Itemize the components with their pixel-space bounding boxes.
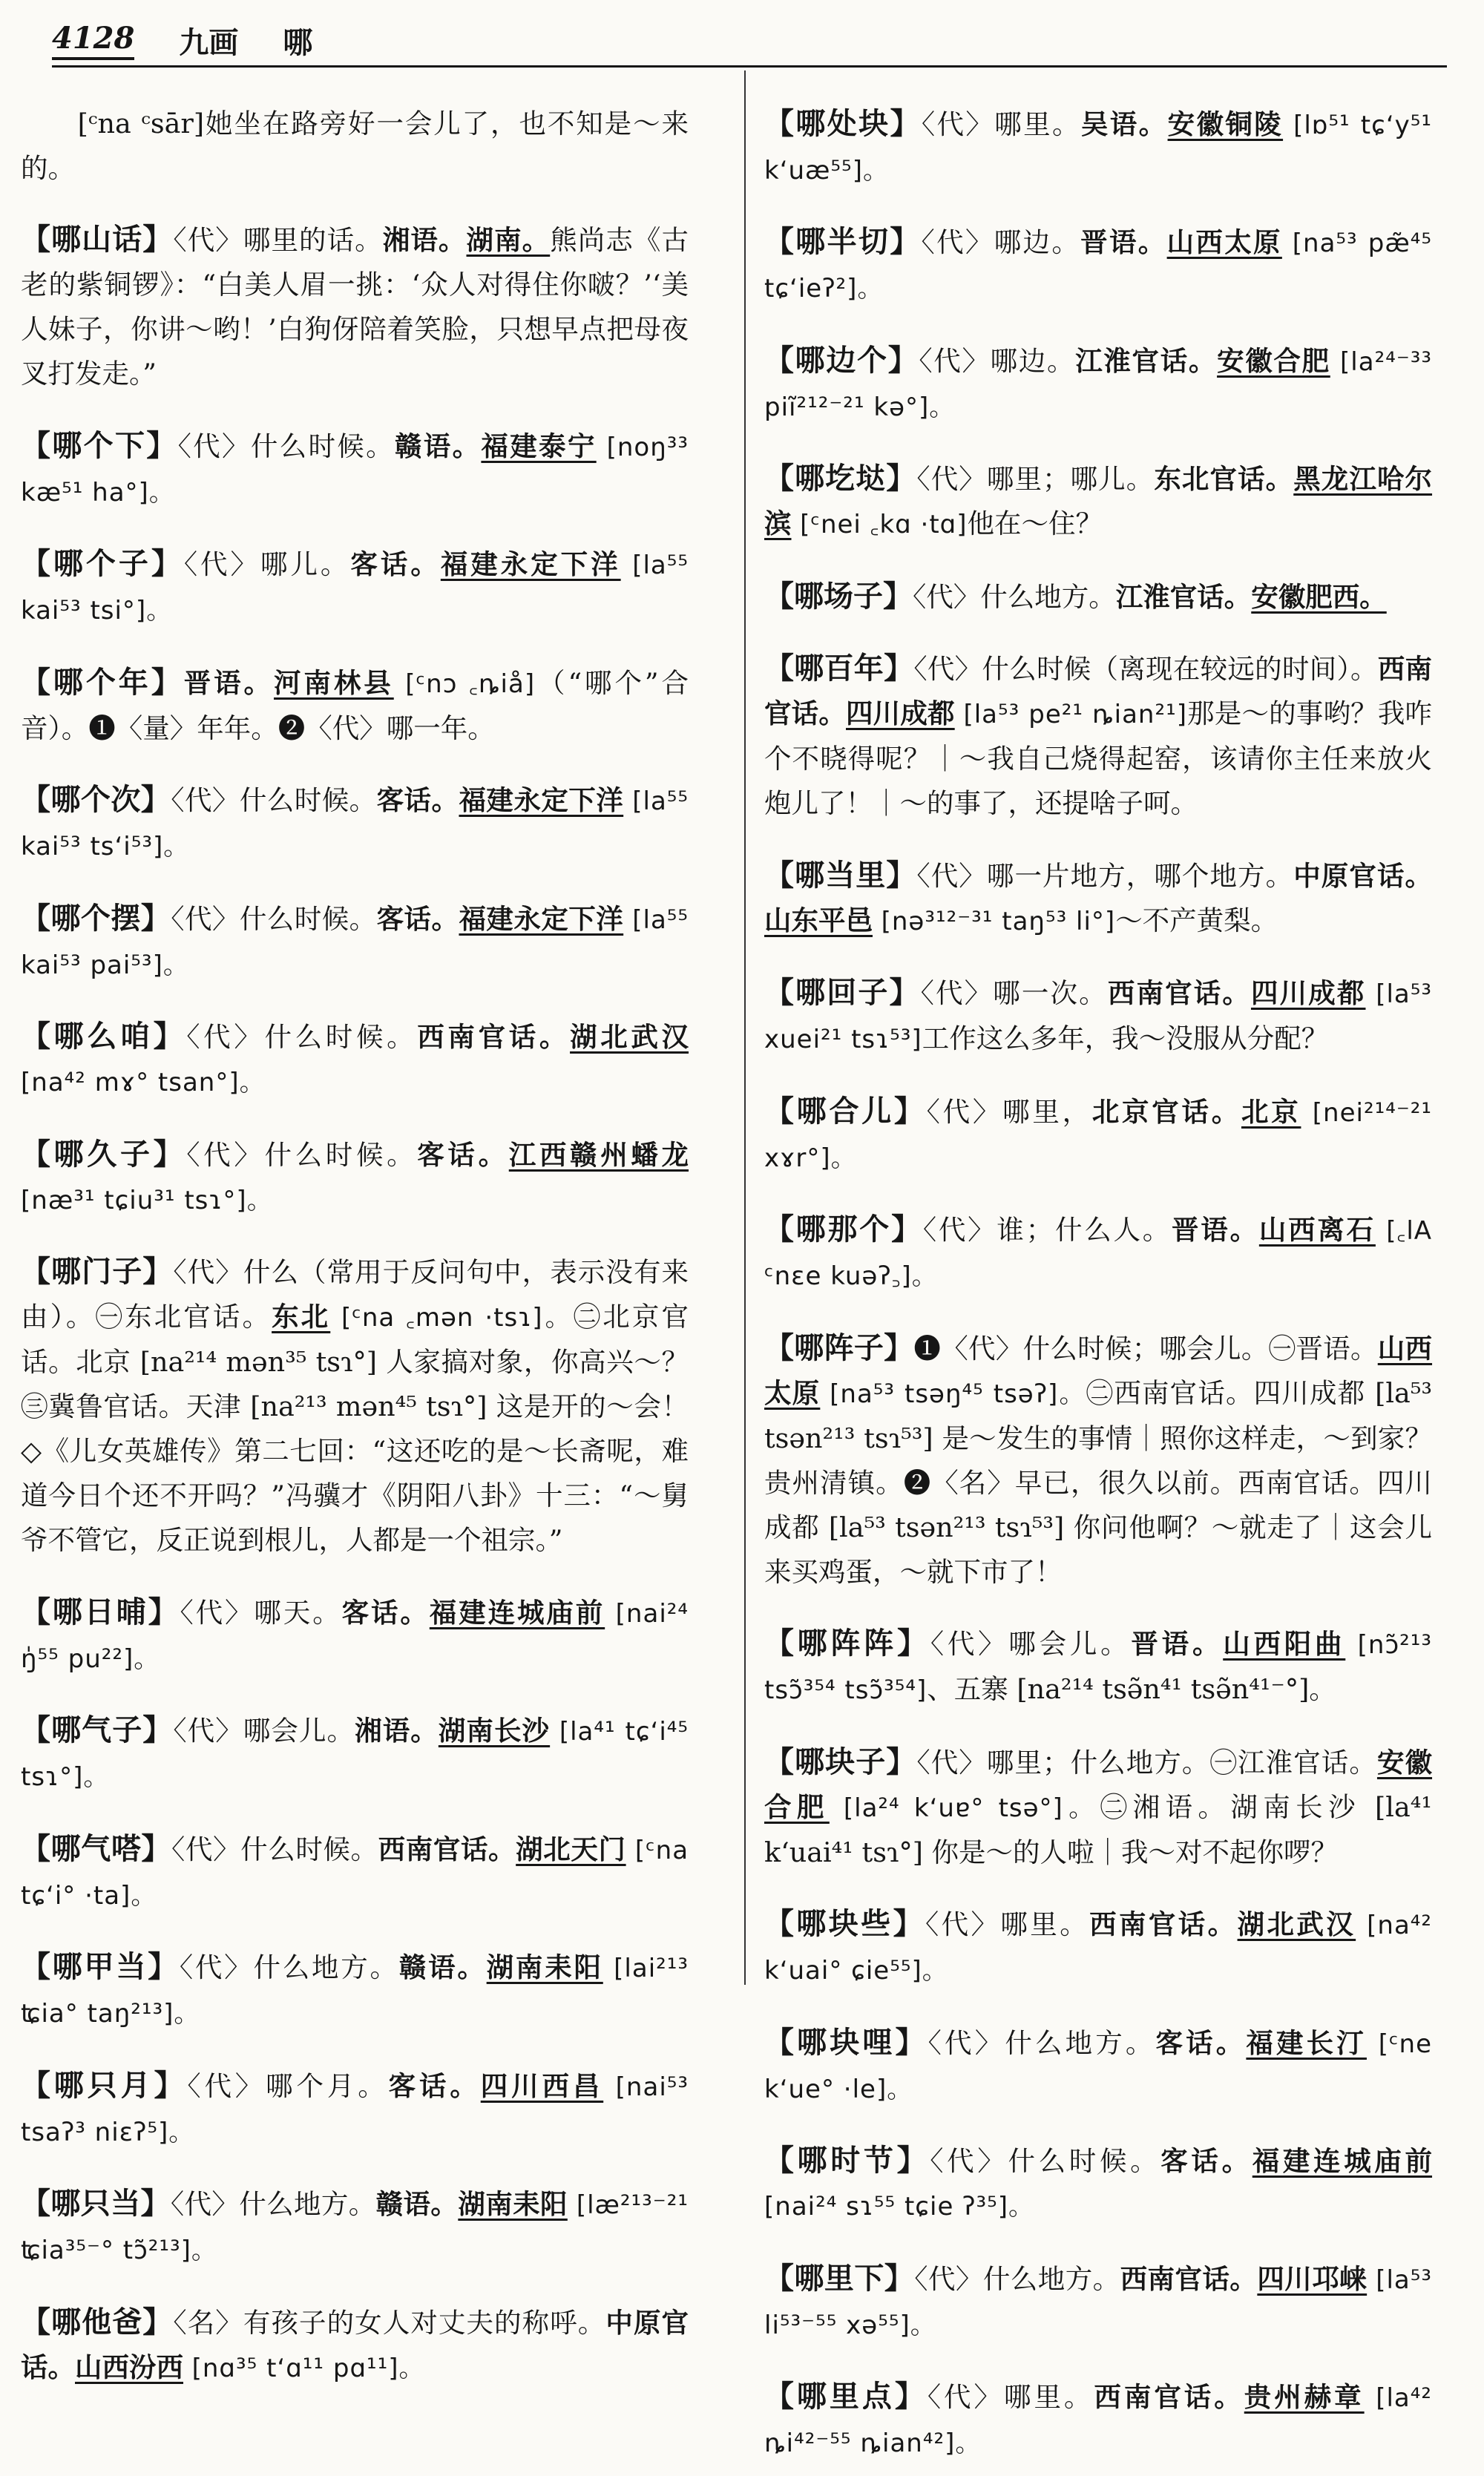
- dialect-region: 客话。: [376, 902, 459, 935]
- entry-headword: 【哪只当】: [21, 2186, 171, 2221]
- entry-headword: 【哪合儿】: [764, 1093, 927, 1129]
- definition: 哪会儿。: [243, 1715, 355, 1747]
- definition: 什么（常用于反问句中，表示没有来由）。㊀东北官话。: [21, 1256, 689, 1333]
- dictionary-entry: [764, 1740, 1432, 1875]
- definition: 哪一次。: [993, 977, 1108, 1009]
- dictionary-entry: [764, 1902, 1432, 1993]
- dialect-region: 赣语。: [394, 430, 482, 462]
- part-of-speech: 〈代〉: [173, 1715, 243, 1747]
- entry-headword: 【哪气嗒】: [21, 1830, 172, 1866]
- definition: 哪里的话。: [243, 224, 383, 256]
- entry-headword: 【哪个次】: [21, 782, 171, 817]
- example: 工作这么多年，我～没服从分配？: [922, 1022, 1329, 1054]
- part-of-speech: 〈代〉: [186, 1021, 265, 1053]
- entry-headword: 【哪个下】: [21, 427, 178, 463]
- example: ㊁北京官话。北京 [na²¹⁴ mən³⁵ tsɿ°] 人家搞对象，你高兴～？㊂冀鲁官话。天津 [na²¹³ mən⁴⁵ tsɿ°] 这是开的～会！◇《儿女英雄传》第二七回：“这还吃的是～长斋呢，难道今日个还不开吗？”冯骥才《阴阳八卦》十三：“～舅爷不管它，反正说到根儿，人都是一个祖宗。”: [21, 1301, 689, 1556]
- location: 黑龙江哈尔滨: [764, 463, 1433, 539]
- page-header: [52, 16, 1447, 64]
- phonetic: [꜀lA ᶜnɛe kuəʔ꜆]。: [764, 1216, 1433, 1291]
- entry-headword: 【哪气子】: [21, 1712, 174, 1747]
- definition: 哪里，: [1002, 1095, 1092, 1128]
- definition: 什么时候；哪会儿。㊀晋语。: [1022, 1332, 1378, 1365]
- location: 福建永定下洋: [459, 902, 624, 935]
- dialect-region: 西南官话。: [1089, 1908, 1238, 1940]
- definition: 什么时候。: [1008, 2145, 1161, 2177]
- phonetic: [la⁵⁵ kai⁵³ tsʻi⁵³]。: [21, 787, 689, 861]
- location: 福建长汀: [1246, 2026, 1367, 2059]
- part-of-speech: 〈代〉: [179, 1951, 254, 1983]
- dictionary-entry: [21, 2181, 689, 2273]
- definition: 什么地方。: [239, 2188, 376, 2220]
- entry-headword: 【哪回子】: [764, 975, 921, 1010]
- phonetic: [nai⁵³ tsaʔ³ niɛʔ⁵]。: [21, 2072, 689, 2147]
- example: 、五寨 [na²¹⁴ tsə̃n⁴¹ tsə̃n⁴¹⁻°]。: [927, 1673, 1336, 1705]
- dialect-region: 客话。: [1160, 2145, 1252, 2177]
- location: 安徽合肥: [764, 1746, 1433, 1823]
- entry-headword: 【哪场子】: [764, 578, 913, 614]
- phonetic: [ᶜna ꜀mən ·tsɿ]。: [341, 1303, 574, 1333]
- dictionary-entry: [764, 2256, 1432, 2348]
- part-of-speech: ❶〈代〉: [913, 1332, 1023, 1365]
- location: 四川邛崃: [1257, 2262, 1368, 2295]
- dialect-region: 晋语。: [1131, 1628, 1224, 1660]
- dialect-region: 客话。: [341, 1596, 430, 1629]
- location: 山西离石: [1258, 1214, 1376, 1246]
- dialect-region: 西南官话。: [417, 1021, 571, 1053]
- dialect-region: 客话。: [376, 784, 459, 816]
- entry-headword: 【哪块子】: [764, 1744, 917, 1779]
- part-of-speech: 〈代〉: [927, 2381, 1004, 2413]
- phonetic: [noŋ³³ kæ⁵¹ ha°]。: [21, 432, 689, 508]
- entry-headword: 【哪甲当】: [21, 1949, 180, 1984]
- definition: 哪儿。: [260, 548, 351, 580]
- definition: 哪里；什么地方。㊀江淮官话。: [986, 1746, 1377, 1779]
- header-rule: [52, 65, 1447, 68]
- phonetic: [nə³¹²⁻³¹ taŋ⁵³ li°]: [881, 906, 1116, 936]
- location: 四川成都: [846, 697, 955, 729]
- phonetic: [la⁵³ pe²¹ ȵian²¹]: [963, 700, 1187, 729]
- example: ～不产黄梨。: [1115, 904, 1278, 936]
- entry-headword: 【哪里点】: [764, 2379, 928, 2414]
- dialect-region: 西南官话。: [1107, 977, 1251, 1009]
- definition: 什么时候。: [250, 430, 395, 462]
- dialect-region: 中原官话。: [1293, 859, 1433, 892]
- location: 安徽铜陵: [1167, 108, 1284, 140]
- phonetic: [na⁴² kʻuai° ɕie⁵⁵]。: [764, 1911, 1433, 1986]
- dictionary-entry: [764, 2374, 1432, 2466]
- phonetic: [la⁴² ȵi⁴²⁻⁵⁵ ȵian⁴²]。: [764, 2383, 1433, 2458]
- phonetic: [nɔ̃²¹³ tsɔ̃³⁵⁴ tsɔ̃³⁵⁴]: [764, 1630, 1433, 1705]
- example: （“哪个”合音）。❶〈量〉年年。❷〈代〉哪一年。: [21, 666, 689, 744]
- phonetic: [la⁵⁵ kai⁵³ pai⁵³]。: [21, 904, 689, 980]
- part-of-speech: 〈代〉: [180, 1596, 255, 1629]
- location: 山西阳曲: [1223, 1628, 1346, 1660]
- dialect-region: 客话。: [1155, 2026, 1247, 2059]
- phonetic: [ᶜnei ꜀kɑ ·tɑ]: [800, 510, 968, 539]
- location: 北京: [1241, 1095, 1301, 1128]
- phonetic: [nai²⁴ sɿ⁵⁵ tɕie ʔ³⁵]。: [764, 2192, 1035, 2221]
- location: 东北: [272, 1301, 331, 1333]
- entry-headword: 【哪里下】: [764, 2260, 915, 2296]
- part-of-speech: 〈代〉: [914, 2262, 983, 2295]
- entry-headword: 【哪门子】: [21, 1254, 174, 1289]
- dictionary-entry: [21, 1250, 689, 1563]
- dialect-region: 晋语。: [1080, 226, 1167, 258]
- dialect-region: 赣语。: [375, 2188, 459, 2220]
- example: 他在～住？: [967, 508, 1103, 539]
- location: 河南林县: [274, 666, 394, 699]
- dictionary-entry: [764, 1207, 1432, 1298]
- location: 安徽合肥: [1217, 344, 1330, 377]
- part-of-speech: 〈代〉: [921, 108, 995, 140]
- location: 安徽肥西。: [1251, 580, 1387, 613]
- dialect-region: 西南官话。: [1094, 2381, 1244, 2413]
- dictionary-entry: [764, 2020, 1432, 2112]
- dictionary-entry: [21, 1827, 689, 1918]
- page-number: 4128: [52, 21, 134, 60]
- part-of-speech: 〈代〉: [183, 548, 260, 580]
- definition: 什么时候。: [239, 902, 377, 935]
- dialect-region: 湘语。: [355, 1715, 439, 1747]
- definition: 哪会儿。: [1008, 1628, 1132, 1660]
- entry-headword: 【哪么咱】: [21, 1019, 187, 1054]
- location: 湖南耒阳: [458, 2188, 568, 2220]
- part-of-speech: 〈代〉: [922, 1214, 997, 1246]
- entry-headword: 【哪个子】: [21, 546, 184, 581]
- part-of-speech: 〈代〉: [171, 784, 240, 816]
- dictionary-entry: [764, 220, 1432, 311]
- location: 四川成都: [1250, 977, 1366, 1009]
- dialect-region: 西南官话。: [1120, 2262, 1258, 2295]
- phonetic: [la²⁴⁻³³ piĩ²¹²⁻²¹ kə°]。: [764, 347, 1433, 422]
- dictionary-entry: [764, 971, 1432, 1062]
- dialect-region: 江淮官话。: [1075, 344, 1218, 377]
- dictionary-entry: [764, 1621, 1432, 1712]
- left-column: [21, 74, 689, 2401]
- dictionary-entry: [21, 1708, 689, 1799]
- part-of-speech: 〈代〉: [171, 902, 240, 935]
- entry-headword: 【哪时节】: [764, 2143, 930, 2178]
- dialect-region: 北京官话。: [1091, 1095, 1241, 1128]
- definition: 哪个月。: [266, 2069, 389, 2102]
- entry-headword: 【哪块哩】: [764, 2024, 928, 2060]
- part-of-speech: 〈代〉: [186, 1138, 265, 1171]
- phonetic: [ᶜne kʻue° ·le]。: [764, 2029, 1433, 2104]
- part-of-speech: 〈代〉: [919, 344, 991, 377]
- definition: 哪里。: [1000, 1908, 1090, 1940]
- definition: 什么地方。: [253, 1951, 399, 1983]
- definition: 哪边。: [994, 226, 1081, 258]
- location: 福建永定下洋: [459, 784, 624, 816]
- definition: 哪里。: [1004, 2381, 1094, 2413]
- definition: 谁；什么人。: [997, 1214, 1172, 1246]
- dialect-region: 赣语。: [398, 1951, 487, 1983]
- phonetic: [la⁵³ xuei²¹ tsɿ⁵³]: [764, 979, 1433, 1054]
- part-of-speech: 〈代〉: [930, 2145, 1008, 2177]
- location: 四川西昌: [480, 2069, 604, 2102]
- dictionary-entry: [21, 778, 689, 869]
- part-of-speech: 〈名〉: [173, 2306, 243, 2339]
- dialect-region: 东北官话。: [1154, 463, 1294, 495]
- definition: 哪里。: [994, 108, 1081, 140]
- entry-headword: 【哪那个】: [764, 1212, 923, 1247]
- column-divider: [744, 70, 746, 1985]
- dictionary-entry: [21, 1014, 689, 1105]
- definition: 什么地方。: [982, 2262, 1120, 2295]
- definition: 什么时候。: [239, 784, 377, 816]
- dialect-region: 客话。: [350, 548, 441, 580]
- location: 湖北武汉: [570, 1021, 689, 1053]
- entry-headword: 【哪他爸】: [21, 2304, 174, 2339]
- entry-continuation: [ᶜna ᶜsār]她坐在路旁好一会儿了，也不知是～来的。: [21, 107, 689, 184]
- dialect-region: 客话。: [417, 1138, 509, 1171]
- dictionary-entry: [764, 646, 1432, 826]
- entry-headword: 【哪半切】: [764, 224, 922, 259]
- phonetic: [læ²¹³⁻²¹ ʨia³⁵⁻° tɔ̃²¹³]。: [21, 2190, 689, 2265]
- location: 福建永定下洋: [440, 548, 621, 580]
- location: 江西赣州蟠龙: [508, 1138, 689, 1171]
- entry-headword: 【哪处块】: [764, 105, 922, 141]
- section-label: 九画: [179, 24, 239, 60]
- part-of-speech: 〈代〉: [916, 1746, 987, 1779]
- example: ㊁湘语。湖南长沙 [la⁴¹ kʻuai⁴¹ tsɿ°] 你是～的人啦｜我～对不起你啰？: [764, 1790, 1432, 1868]
- dictionary-entry: [764, 853, 1432, 944]
- dictionary-entry: [21, 1132, 689, 1223]
- header-character: 哪: [283, 24, 313, 60]
- phonetic: [la⁴¹ tɕʻi⁴⁵ tsɿ°]。: [21, 1717, 689, 1792]
- phonetic: [nai²⁴ ŋ̍⁵⁵ pu²²]。: [21, 1598, 689, 1674]
- dialect-region: 中原官话。: [21, 2306, 689, 2383]
- phonetic: [la⁵⁵ kai⁵³ tsi°]。: [21, 551, 689, 625]
- entry-headword: 【哪阵子】: [764, 1330, 914, 1365]
- dictionary-entry: [21, 217, 689, 396]
- location: 湖南。: [466, 224, 551, 256]
- entry-headword: 【哪百年】: [764, 651, 914, 686]
- definition: 哪里；哪儿。: [986, 463, 1155, 495]
- location: 山西太原: [764, 1332, 1433, 1409]
- part-of-speech: 〈代〉: [916, 859, 987, 892]
- phonetic: [næ³¹ tɕiu³¹ tsɿ°]。: [21, 1185, 273, 1215]
- location: 山西汾西: [75, 2351, 183, 2383]
- part-of-speech: 〈代〉: [173, 1256, 243, 1288]
- dictionary-entry: [21, 542, 689, 633]
- dictionary-entry: [21, 2300, 689, 2391]
- part-of-speech: 〈代〉: [916, 463, 987, 495]
- location: 福建泰宁: [481, 430, 597, 462]
- entry-headword: 【哪久子】: [21, 1136, 187, 1172]
- example: 那是～的事哟？我咋个不晓得呢？｜～我自己烧得起窑，该请你主任来放火炮儿了！｜～的事了，还提啥子呵。: [764, 697, 1433, 819]
- part-of-speech: 〈代〉: [170, 2188, 240, 2220]
- definition: 哪边。: [990, 344, 1076, 377]
- definition: 什么时候。: [240, 1833, 378, 1865]
- definition: 什么时候。: [264, 1021, 418, 1053]
- example: ㊁西南官话。四川成都 [la⁵³ tsən²¹³ tsɿ⁵³] 是～发生的事情｜照你这样走，～到家？贵州清镇。❷〈名〉早已，很久以前。西南官话。四川成都 [la⁵³ tsən²¹³ tsɿ⁵³] 你问他啊？～就走了｜这会儿来买鸡蛋，～就下市了！: [764, 1376, 1433, 1588]
- entry-headword: 【哪边个】: [764, 342, 919, 378]
- location: 湖北武汉: [1237, 1908, 1356, 1940]
- dialect-region: 江淮官话。: [1115, 580, 1252, 613]
- part-of-speech: 〈代〉: [177, 430, 251, 462]
- entry-headword: 【哪阵阵】: [764, 1626, 930, 1661]
- phonetic: [na⁵³ tsəŋ⁴⁵ tsəʔ]。: [830, 1379, 1086, 1409]
- entry-headword: 【哪日晡】: [21, 1594, 180, 1629]
- part-of-speech: 〈代〉: [173, 224, 243, 256]
- dictionary-entry: [21, 2063, 689, 2155]
- dialect-region: 西南官话。: [378, 1833, 516, 1865]
- location: 湖南长沙: [438, 1715, 551, 1747]
- entry-headword: 【哪块些】: [764, 1906, 925, 1941]
- phonetic: [lɒ⁵¹ tɕʻy⁵¹ kʻuæ⁵⁵]。: [764, 110, 1433, 185]
- part-of-speech: 〈代〉: [187, 2069, 266, 2102]
- location: 湖北天门: [516, 1833, 626, 1865]
- dictionary-entry: [764, 456, 1432, 547]
- definition: 什么地方。: [1005, 2026, 1156, 2059]
- dialect-region: 吴语。: [1080, 108, 1168, 140]
- definition: 什么地方。: [980, 580, 1116, 613]
- part-of-speech: 〈代〉: [171, 1833, 241, 1865]
- entry-headword: 【哪当里】: [764, 857, 917, 893]
- phonetic: [na⁴² mɤ° tsan°]。: [21, 1068, 266, 1097]
- dictionary-entry: [21, 1945, 689, 2036]
- phonetic: [nɑ³⁵ tʻɑ¹¹ pɑ¹¹]。: [191, 2353, 425, 2383]
- dictionary-entry: [764, 1326, 1432, 1595]
- phonetic: [nei²¹⁴⁻²¹ xɤr°]。: [764, 1097, 1433, 1173]
- definition: 有孩子的女人对丈夫的称呼。: [243, 2306, 606, 2339]
- dictionary-entry: [764, 102, 1432, 193]
- dialect-region: 晋语。: [183, 666, 274, 699]
- part-of-speech: 〈代〉: [928, 2026, 1005, 2059]
- dictionary-entry: [21, 660, 689, 751]
- part-of-speech: 〈代〉: [921, 226, 994, 258]
- phonetic: [la²⁴ kʻuɐ° tsə°]。: [843, 1793, 1100, 1823]
- phonetic: [la⁵³ li⁵³⁻⁵⁵ xə⁵⁵]。: [764, 2265, 1433, 2340]
- part-of-speech: 〈代〉: [913, 580, 981, 613]
- dialect-region: 西南官话。: [764, 653, 1433, 729]
- part-of-speech: 〈代〉: [926, 1095, 1003, 1128]
- part-of-speech: 〈代〉: [920, 977, 994, 1009]
- definition: 哪天。: [254, 1596, 342, 1629]
- dictionary-entry: [21, 896, 689, 988]
- definition: 什么时候。: [264, 1138, 418, 1171]
- part-of-speech: 〈代〉: [925, 1908, 1001, 1940]
- entry-headword: 【哪圪垯】: [764, 461, 917, 496]
- location: 贵州赫章: [1244, 2381, 1365, 2413]
- entry-headword: 【哪只月】: [21, 2067, 188, 2103]
- entry-headword: 【哪个摆】: [21, 900, 171, 936]
- entry-headword: 【哪个年】: [21, 664, 184, 700]
- location: 福建连城庙前: [1252, 2145, 1433, 2177]
- right-column: [764, 74, 1432, 2476]
- location: 山东平邑: [764, 904, 873, 936]
- dictionary-entry: [764, 338, 1432, 430]
- phonetic: [na⁵³ pæ̃⁴⁵ tɕʻieʔ²]。: [764, 229, 1433, 303]
- location: 山西太原: [1166, 226, 1282, 258]
- location: 福建连城庙前: [429, 1596, 605, 1629]
- dialect-region: 湘语。: [382, 224, 467, 256]
- location: 湖南耒阳: [486, 1951, 603, 1983]
- dictionary-entry: [21, 1590, 689, 1681]
- definition: 哪一片地方，哪个地方。: [986, 859, 1294, 892]
- example: 熊尚志《古老的紫铜锣》：“白美人眉一挑：‘众人对得住你啵？’‘美人妹子，你讲～哟！’白狗伢陪着笑脸，只想早点把母夜叉打发走。”: [21, 224, 689, 390]
- dictionary-entry: [764, 1089, 1432, 1180]
- phonetic: [ᶜna tɕʻi° ·ta]。: [21, 1835, 689, 1911]
- phonetic: [ᶜnɔ ꜀ȵiå]: [405, 669, 536, 699]
- dictionary-entry: [21, 424, 689, 515]
- phonetic: [lai²¹³ ʨia° taŋ²¹³]。: [21, 1954, 689, 2029]
- dialect-region: 晋语。: [1172, 1214, 1259, 1246]
- part-of-speech: 〈代〉: [913, 653, 982, 685]
- dictionary-entry: [764, 2138, 1432, 2229]
- part-of-speech: 〈代〉: [930, 1628, 1009, 1660]
- entry-headword: 【哪山话】: [21, 222, 174, 257]
- dictionary-entry: [764, 574, 1432, 620]
- definition: 什么时候（离现在较远的时间）。: [982, 653, 1378, 685]
- dialect-region: 客话。: [388, 2069, 481, 2102]
